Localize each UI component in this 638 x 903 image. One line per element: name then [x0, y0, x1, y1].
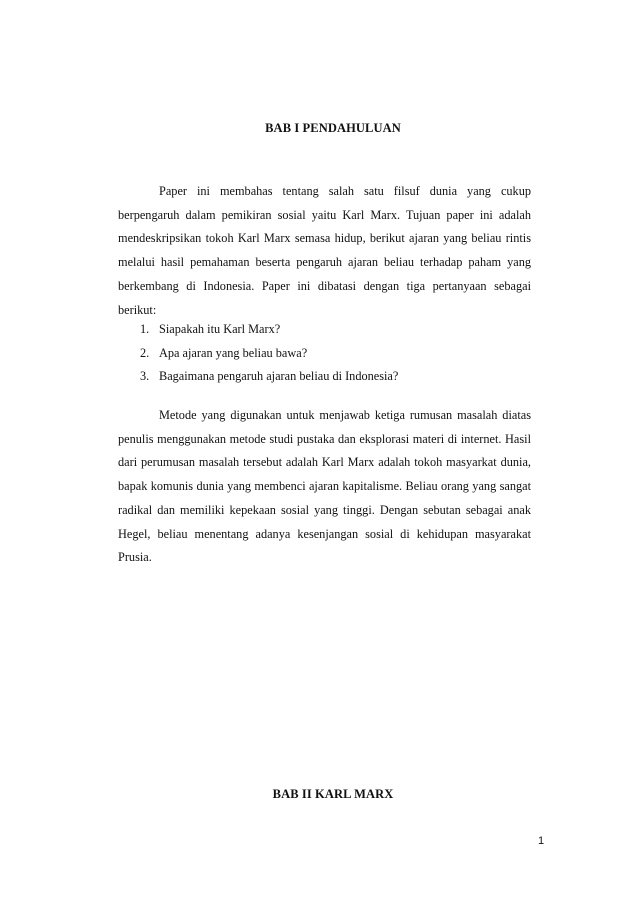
list-item: [140, 365, 520, 389]
list-item-text: Bagaimana pengaruh ajaran beliau di Indonesia?: [159, 369, 399, 384]
chapter-2-title: BAB II KARL MARX: [272, 787, 394, 801]
list-item-number: 1.: [140, 322, 150, 336]
chapter-1-title: BAB I PENDAHULUAN: [265, 121, 401, 135]
list-item: [140, 318, 520, 342]
method-paragraph: Metode yang digunakan untuk menjawab ketiga rumusan masalah diatas penulis menggunakan metode studi pustaka dan eksplorasi materi di internet. Hasil dari perumusan masalah tersebut adalah Karl Marx adalah tokoh masyarkat dunia, bapak komunis dunia yang membenci ajaran kapitalisme. Beliau orang yang sangat radikal dan memiliki kepekaan sosial yang tinggi. Dengan sebutan sebagai anak Hegel, beliau menentang adanya kesenjangan sosial di kehidupan masyarakat Prusia.: [118, 408, 531, 565]
list-item-text: Siapakah itu Karl Marx?: [159, 322, 281, 336]
research-questions-list: [140, 318, 520, 389]
list-item-text: Apa ajaran yang beliau bawa?: [159, 345, 308, 360]
list-item-number: 2.: [140, 345, 150, 360]
list-item: [140, 342, 520, 366]
intro-paragraph: Paper ini membahas tentang salah satu filsuf dunia yang cukup berpengaruh dalam pemikiran sosial yaitu Karl Marx. Tujuan paper ini adalah mendeskripsikan tokoh Karl Marx semasa hidup, berikut ajaran yang beliau rintis melalui hasil pemahaman beserta pengaruh ajaran beliau terhadap paham yang berkembang di Indonesia. Paper ini dibatasi dengan tiga pertanyaan sebagai berikut:: [118, 184, 531, 317]
list-item-number: 3.: [140, 369, 150, 384]
page-number: 1: [538, 835, 545, 847]
